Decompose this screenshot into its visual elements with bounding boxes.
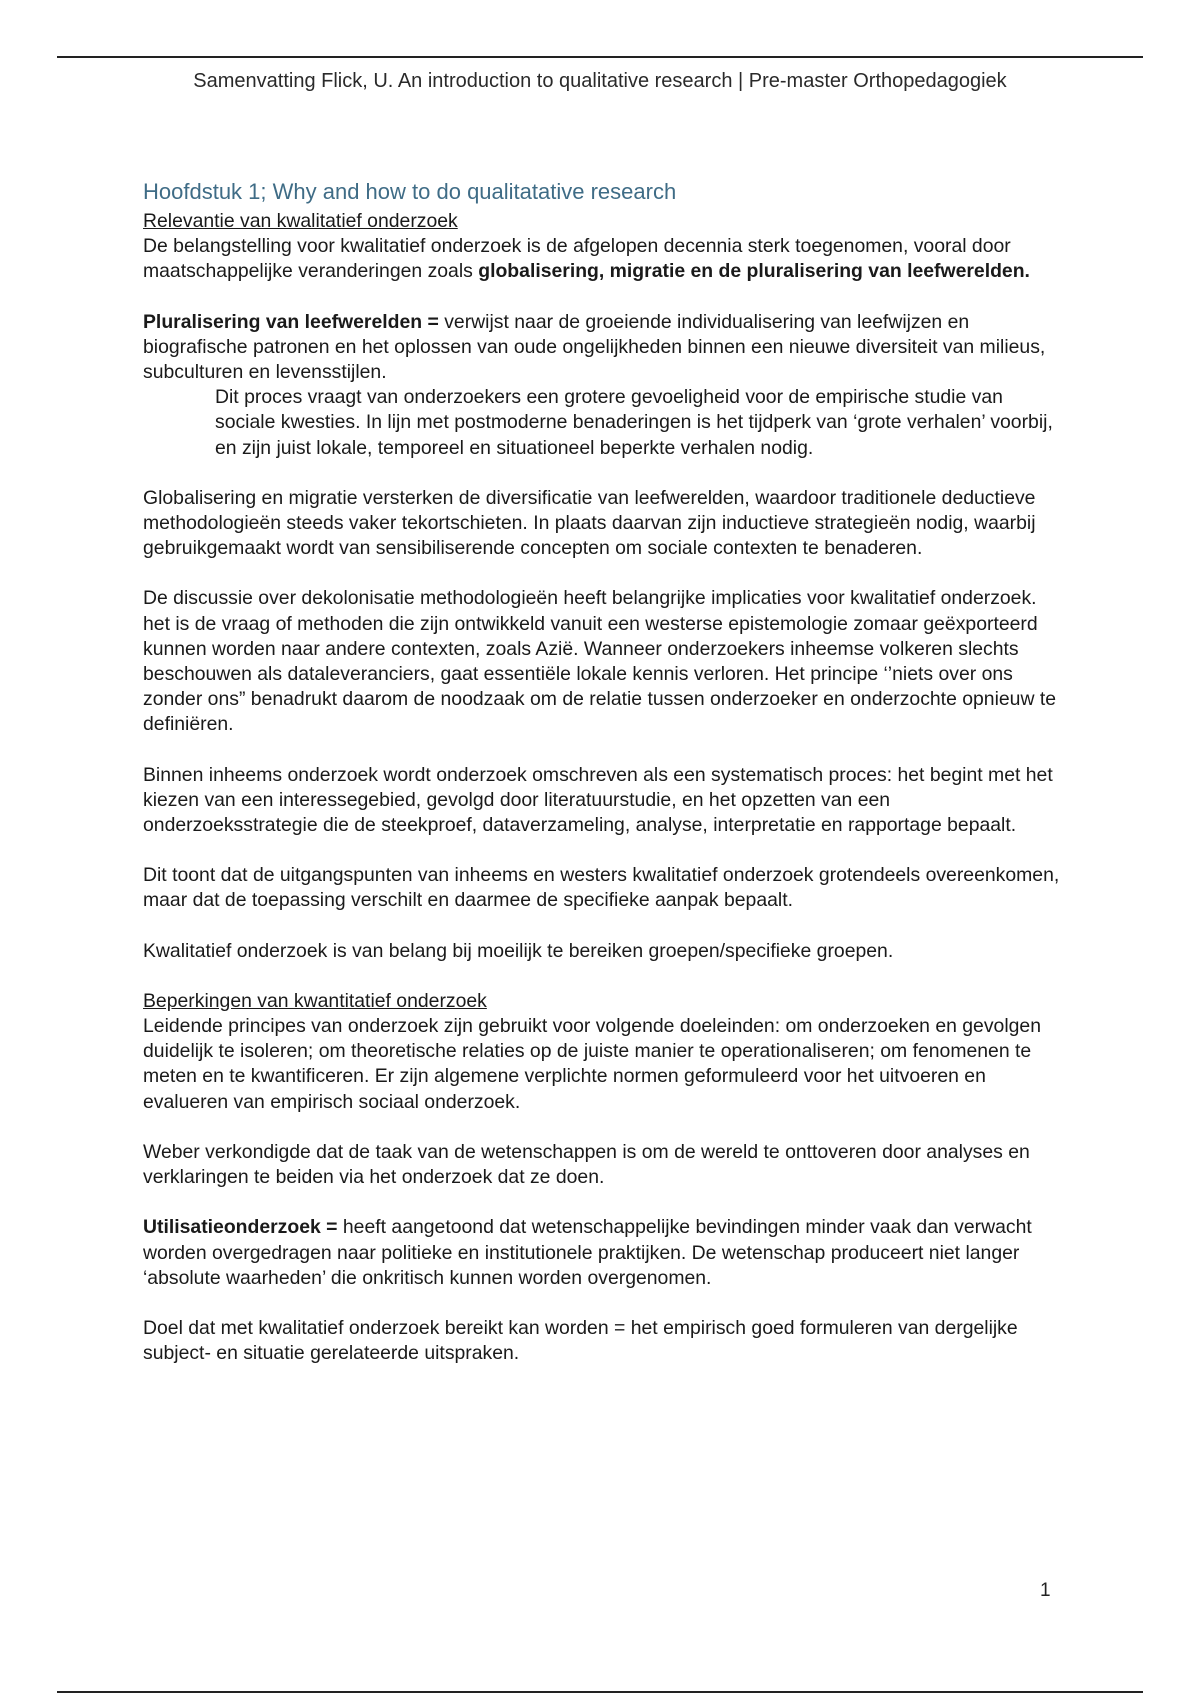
paragraph-weber: Weber verkondigde dat de taak van de wetenschappen is om de wereld te onttoveren door analyses en verklaringen te beiden via het onderzoek dat ze doen. bbox=[143, 1140, 1030, 1189]
intro-text: De belangstelling voor kwalitatief onderzoek is de afgelopen decennia sterk toegenomen, vooral door maatschappelijke veranderingen zoals bbox=[143, 235, 1011, 283]
paragraph-pluralisering bbox=[143, 310, 1063, 386]
paragraph-indented: Dit proces vraagt van onderzoekers een grotere gevoeligheid voor de empirische studie van sociale kwesties. In lijn met postmoderne benaderingen is het tijdperk van ‘grote verhalen’ voorbij, en zijn juist lokale, temporeel en situationeel beperkte verhalen nodig. bbox=[215, 386, 1053, 459]
paragraph-globalisering: Globalisering en migratie versterken de diversificatie van leefwerelden, waardoor traditionele deductieve methodologieën steeds vaker tekortschieten. In plaats daarvan zijn inductieve strategieën nodig, waarbij gebruikgemaakt wordt van sensibiliserende concepten om sociale contexten te benaderen. bbox=[143, 486, 1036, 560]
pluralisering-text: verwijst naar de groeiende individualisering van leefwijzen en biografische patronen en het oplossen van oude ongelijkheden binnen een nieuwe diversiteit van milieus, subculturen en levensstijlen. bbox=[143, 310, 1046, 384]
page-number: 1 bbox=[1040, 1580, 1051, 1601]
section-beperkingen bbox=[143, 989, 1063, 1366]
section-relevantie bbox=[143, 209, 1063, 964]
footer-rule bbox=[57, 1691, 1143, 1693]
paragraph-principes: Leidende principes van onderzoek zijn gebruikt voor volgende doeleinden: om onderzoeken en gevolgen duidelijk te isoleren; om theoretische relaties op de juiste manier te operationaliseren; om fenomenen te meten en te kwantificeren. Er zijn algemene verplichte normen geformuleerd voor het uitvoeren en evalueren van empirisch sociaal onderzoek. bbox=[143, 1015, 1041, 1113]
paragraph-intro bbox=[143, 234, 1063, 284]
section-heading-beperkingen: Beperkingen van kwantitatief onderzoek bbox=[143, 989, 487, 1012]
paragraph-utilisatie bbox=[143, 1215, 1063, 1291]
header-rule bbox=[57, 56, 1143, 58]
paragraph-uitgangspunten: Dit toont dat de uitgangspunten van inheems en westers kwalitatief onderzoek grotendeels overeenkomen, maar dat de toepassing verschilt en daarmee de specifieke aanpak bepaalt. bbox=[143, 864, 1060, 912]
intro-bold: globalisering, migratie en de pluralisering van leefwerelden. bbox=[478, 260, 1030, 283]
section-heading-relevantie: Relevantie van kwalitatief onderzoek bbox=[143, 210, 458, 232]
paragraph-dekolonisatie: De discussie over dekolonisatie methodologieën heeft belangrijke implicaties voor kwalitatief onderzoek. het is de vraag of methoden die zijn ontwikkeld vanuit een westerse epistemologie zomaar geëxporteerd kunnen worden naar andere contexten, zoals Azië. Wanneer onderzoekers inheemse volkeren slechts beschouwen als dataleveranciers, gaat essentiële lokale kennis verloren. Het principe ‘’niets over ons zonder ons” benadrukt daarom de noodzaak om de relatie tussen onderzoeker en onderzochte opnieuw te definiëren. bbox=[143, 587, 1057, 736]
paragraph-belang: Kwalitatief onderzoek is van belang bij moeilijk te bereiken groepen/specifieke groepen. bbox=[143, 939, 894, 962]
term-pluralisering: Pluralisering van leefwerelden = bbox=[143, 310, 439, 333]
utilisatie-text: heeft aangetoond dat wetenschappelijke bevindingen minder vaak dan verwacht worden overgedragen naar politieke en institutionele praktijken. De wetenschap produceert niet langer ‘absolute waarheden’ die onkritisch kunnen worden overgenomen. bbox=[143, 1216, 1032, 1289]
paragraph-doel: Doel dat met kwalitatief onderzoek bereikt kan worden = het empirisch goed formuleren van dergelijke subject- en situatie gerelateerde uitspraken. bbox=[143, 1316, 1018, 1365]
term-utilisatie: Utilisatieonderzoek = bbox=[143, 1216, 338, 1239]
paragraph-inheems: Binnen inheems onderzoek wordt onderzoek omschreven als een systematisch proces: het begint met het kiezen van een interessegebied, gevolgd door literatuurstudie, en het opzetten van een onderzoeksstrategie die de steekproef, dataverzameling, analyse, interpretatie en rapportage bepaalt. bbox=[143, 763, 1053, 837]
document-body bbox=[143, 178, 1063, 1391]
chapter-title: Hoofdstuk 1; Why and how to do qualitatative research bbox=[143, 179, 677, 204]
page-header: Samenvatting Flick, U. An introduction to qualitative research | Pre-master Orthopedagogiek bbox=[193, 70, 1007, 92]
